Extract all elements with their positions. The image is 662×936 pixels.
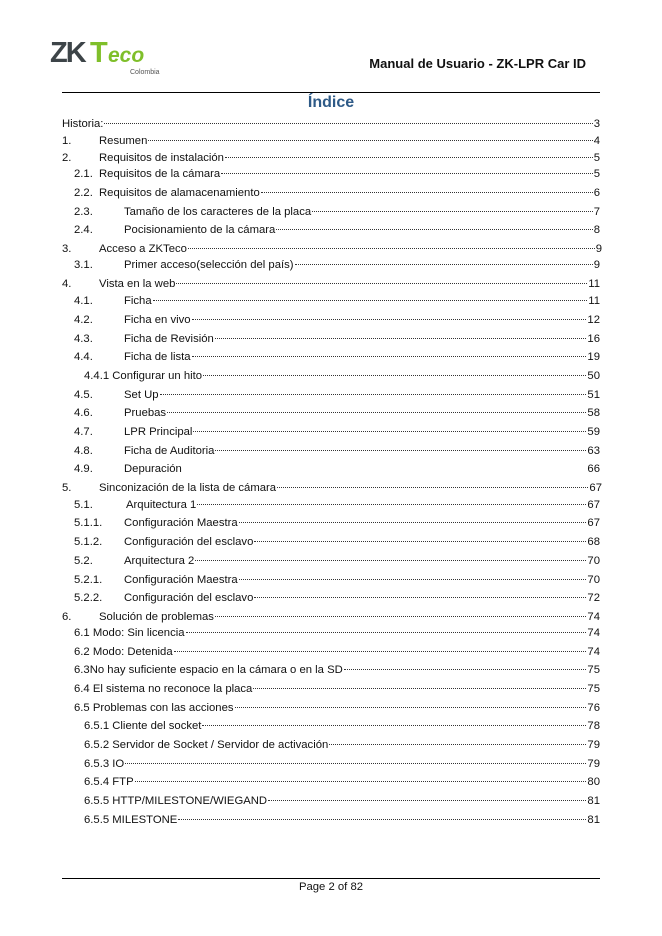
toc-entry-page: 67 bbox=[587, 499, 600, 511]
toc-leader-dots bbox=[188, 248, 595, 249]
toc-entry[interactable] bbox=[84, 739, 600, 755]
toc-leader-dots bbox=[268, 800, 586, 801]
toc-entry[interactable] bbox=[74, 517, 600, 533]
toc-leader-dots bbox=[195, 560, 586, 561]
svg-text:eco: eco bbox=[108, 44, 145, 67]
toc-entry-number: 2.1. bbox=[74, 168, 93, 180]
toc-entry-number: 6. bbox=[62, 611, 72, 623]
toc-entry-page: 66 bbox=[587, 463, 600, 475]
toc-entry-page: 12 bbox=[587, 314, 600, 326]
toc-entry-title: 6.2 Modo: Detenida bbox=[74, 646, 173, 658]
toc-leader-dots bbox=[178, 819, 586, 820]
toc-leader-dots bbox=[192, 356, 587, 357]
toc-entry-title: 6.3No hay suficiente espacio en la cámara o en la SD bbox=[74, 664, 343, 676]
toc-entry-title: 6.4 El sistema no reconoce la placa bbox=[74, 683, 253, 695]
toc-entry-title: Ficha en vivo bbox=[124, 314, 191, 326]
toc-entry-number: 5.2.2. bbox=[74, 592, 103, 604]
toc-entry[interactable] bbox=[74, 646, 600, 662]
toc-leader-dots bbox=[225, 157, 593, 158]
toc-leader-dots bbox=[186, 632, 587, 633]
toc-entry[interactable] bbox=[74, 592, 600, 608]
toc-entry-title: Acceso a ZKTeco bbox=[99, 243, 187, 255]
toc-entry-page: 9 bbox=[595, 243, 602, 255]
toc-leader-dots bbox=[239, 579, 587, 580]
toc-entry-number: 4.2. bbox=[74, 314, 93, 326]
toc-entry[interactable] bbox=[74, 702, 600, 718]
toc-leader-dots bbox=[239, 522, 587, 523]
toc-leader-dots bbox=[203, 375, 586, 376]
toc-entry[interactable] bbox=[84, 370, 600, 386]
toc-entry[interactable] bbox=[74, 445, 600, 461]
toc-entry-page: 50 bbox=[587, 370, 600, 382]
toc-entry-page: 19 bbox=[587, 351, 600, 363]
toc-entry-title: 6.5 Problemas con las acciones bbox=[74, 702, 234, 714]
toc-entry[interactable] bbox=[62, 152, 600, 168]
toc-entry-title: Pocisionamiento de la cámara bbox=[124, 224, 276, 236]
toc-entry-page: 5 bbox=[593, 168, 600, 180]
toc-entry-title: 6.5.1 Cliente del socket bbox=[84, 720, 202, 732]
toc-leader-dots bbox=[329, 744, 586, 745]
toc-leader-dots bbox=[125, 763, 586, 764]
toc-entry[interactable] bbox=[74, 499, 600, 515]
toc-entry-title: 4.4.1 Configurar un hito bbox=[84, 370, 203, 382]
toc-entry[interactable] bbox=[62, 135, 600, 151]
toc-leader-dots bbox=[148, 140, 592, 141]
toc-entry-page: 70 bbox=[587, 555, 600, 567]
toc-leader-dots bbox=[176, 283, 587, 284]
toc-entry-page: 75 bbox=[587, 683, 600, 695]
toc-entry[interactable] bbox=[62, 118, 600, 134]
toc-entry[interactable] bbox=[74, 333, 600, 349]
toc-entry-number: 2.3. bbox=[74, 206, 93, 218]
toc-entry-title: Configuración del esclavo bbox=[124, 592, 254, 604]
toc-entry-page: 11 bbox=[588, 295, 600, 307]
toc-leader-dots bbox=[215, 338, 587, 339]
toc-entry-number: 5.1. bbox=[74, 499, 93, 511]
toc-entry[interactable] bbox=[74, 574, 600, 590]
toc-entry-title: Arquitectura 2 bbox=[124, 555, 195, 567]
toc-entry[interactable] bbox=[74, 351, 600, 367]
toc-entry-title: Ficha de Revisión bbox=[124, 333, 214, 345]
svg-text:Colombia: Colombia bbox=[130, 69, 160, 76]
toc-entry[interactable] bbox=[74, 407, 600, 423]
toc-leader-dots bbox=[277, 487, 588, 488]
toc-leader-dots bbox=[344, 669, 587, 670]
toc-entry-number: 4.1. bbox=[74, 295, 93, 307]
toc-leader-dots bbox=[261, 192, 593, 193]
toc-leader-dots bbox=[174, 651, 587, 652]
toc-leader-dots bbox=[193, 431, 586, 432]
toc-entry-title: Resumen bbox=[99, 135, 148, 147]
toc-entry-page: 67 bbox=[589, 482, 602, 494]
toc-leader-dots bbox=[160, 394, 587, 395]
page-number: Page 2 of 82 bbox=[298, 881, 364, 893]
toc-entry-page: 7 bbox=[593, 206, 600, 218]
toc-entry-title: Historia: bbox=[62, 118, 104, 130]
toc-entry[interactable] bbox=[74, 426, 600, 442]
toc-leader-dots bbox=[202, 725, 586, 726]
toc-entry-page: 3 bbox=[593, 118, 600, 130]
toc-entry-page: 68 bbox=[587, 536, 600, 548]
toc-entry[interactable] bbox=[84, 720, 600, 736]
toc-leader-dots bbox=[254, 597, 586, 598]
toc-entry[interactable] bbox=[62, 278, 600, 294]
toc-entry[interactable] bbox=[84, 776, 600, 792]
toc-leader-dots bbox=[215, 616, 587, 617]
toc-entry-page: 16 bbox=[587, 333, 600, 345]
toc-entry-page: 72 bbox=[587, 592, 600, 604]
toc-heading: Índice bbox=[307, 94, 355, 111]
toc-leader-dots bbox=[221, 173, 593, 174]
toc-entry-number: 1. bbox=[62, 135, 72, 147]
toc-entry-number: 2. bbox=[62, 152, 72, 164]
toc-entry[interactable] bbox=[62, 243, 602, 259]
toc-leader-dots bbox=[276, 229, 592, 230]
toc-entry-page: 70 bbox=[587, 574, 600, 586]
toc-entry-page: 76 bbox=[587, 702, 600, 714]
toc-entry-number: 4.7. bbox=[74, 426, 93, 438]
toc-entry-number: 2.2. bbox=[74, 187, 93, 199]
toc-entry-page: 5 bbox=[593, 152, 600, 164]
toc-leader-dots bbox=[235, 707, 587, 708]
toc-entry-number: 4.8. bbox=[74, 445, 93, 457]
toc-entry-number: 5.1.1. bbox=[74, 517, 103, 529]
toc-entry[interactable] bbox=[74, 206, 600, 222]
toc-entry[interactable] bbox=[74, 224, 600, 240]
toc-entry-title: Configuración del esclavo bbox=[124, 536, 254, 548]
toc-entry[interactable] bbox=[74, 555, 600, 571]
toc-entry-number: 4. bbox=[62, 278, 72, 290]
toc-leader-dots bbox=[192, 319, 587, 320]
toc-entry-page: 51 bbox=[587, 389, 600, 401]
toc-entry-number: 4.3. bbox=[74, 333, 93, 345]
toc-entry[interactable] bbox=[84, 814, 600, 830]
toc-entry-title: Ficha de Auditoria bbox=[124, 445, 215, 457]
toc-entry[interactable] bbox=[74, 536, 600, 552]
toc-leader-dots bbox=[135, 781, 587, 782]
toc-entry-page: 79 bbox=[587, 739, 600, 751]
toc-entry-number: 4.5. bbox=[74, 389, 93, 401]
toc-entry-title: Requisitos de alamacenamiento bbox=[99, 187, 260, 199]
toc-entry-page: 58 bbox=[587, 407, 600, 419]
toc-entry-page: 67 bbox=[587, 517, 600, 529]
toc-entry[interactable] bbox=[74, 627, 600, 643]
toc-entry[interactable] bbox=[74, 389, 600, 405]
toc-entry-number: 3. bbox=[62, 243, 72, 255]
toc-entry-number: 4.9. bbox=[74, 463, 93, 475]
toc-entry-title: Ficha bbox=[124, 295, 152, 307]
footer-rule bbox=[62, 878, 600, 879]
toc-entry[interactable] bbox=[62, 611, 600, 627]
toc-entry-page: 74 bbox=[587, 627, 600, 639]
toc-entry-title: 6.5.5 MILESTONE bbox=[84, 814, 178, 826]
toc-entry[interactable] bbox=[74, 259, 600, 275]
toc-entry-page: 63 bbox=[587, 445, 600, 457]
toc-entry-title: Configuración Maestra bbox=[124, 517, 238, 529]
toc-entry[interactable] bbox=[74, 463, 600, 479]
toc-entry-number: 4.6. bbox=[74, 407, 93, 419]
toc-entry-page: 6 bbox=[593, 187, 600, 199]
zkteco-logo bbox=[50, 36, 170, 78]
toc-leader-dots bbox=[254, 541, 586, 542]
toc-leader-dots bbox=[104, 123, 592, 124]
toc-entry[interactable] bbox=[74, 683, 600, 699]
toc-entry-page: 79 bbox=[587, 758, 600, 770]
toc-entry-page: 75 bbox=[587, 664, 600, 676]
toc-leader-dots bbox=[197, 504, 586, 505]
toc-entry[interactable] bbox=[62, 482, 602, 498]
toc-entry-page: 59 bbox=[587, 426, 600, 438]
toc-entry-number: 5. bbox=[62, 482, 72, 494]
toc-entry-title: Ficha de lista bbox=[124, 351, 191, 363]
toc-entry-title: LPR Principal bbox=[124, 426, 193, 438]
toc-entry[interactable] bbox=[74, 168, 600, 184]
svg-text:T: T bbox=[90, 37, 107, 69]
toc-entry-page: 11 bbox=[588, 278, 600, 290]
toc-entry-page: 81 bbox=[587, 795, 600, 807]
toc-entry-number: 3.1. bbox=[74, 259, 93, 271]
toc-entry-title: Configuración Maestra bbox=[124, 574, 238, 586]
toc-entry-page: 81 bbox=[587, 814, 600, 826]
toc-entry[interactable] bbox=[74, 664, 600, 680]
toc-leader-dots bbox=[253, 688, 586, 689]
toc-entry[interactable] bbox=[74, 314, 600, 330]
toc-entry-title: 6.5.5 HTTP/MILESTONE/WIEGAND bbox=[84, 795, 268, 807]
toc-entry[interactable] bbox=[74, 295, 600, 311]
toc-entry-page: 4 bbox=[593, 135, 600, 147]
toc-entry-title: Pruebas bbox=[124, 407, 167, 419]
toc-entry[interactable] bbox=[84, 795, 600, 811]
toc-leader-dots bbox=[167, 412, 586, 413]
toc-entry-title: Sinconización de la lista de cámara bbox=[99, 482, 277, 494]
toc-entry-page: 74 bbox=[587, 646, 600, 658]
toc-leader-dots bbox=[295, 264, 593, 265]
toc-entry[interactable] bbox=[84, 758, 600, 774]
toc-entry-title: Tamaño de los caracteres de la placa bbox=[124, 206, 312, 218]
toc-entry-page: 9 bbox=[593, 259, 600, 271]
toc-entry-page: 78 bbox=[587, 720, 600, 732]
svg-text:ZK: ZK bbox=[50, 37, 85, 69]
toc-entry[interactable] bbox=[74, 187, 600, 203]
toc-entry-title: Vista en la web bbox=[99, 278, 176, 290]
toc-entry-title: Primer acceso(selección del país) bbox=[124, 259, 294, 271]
toc-entry-title: Requisitos de instalación bbox=[99, 152, 224, 164]
toc-leader-dots bbox=[215, 450, 586, 451]
toc-leader-dots bbox=[153, 300, 588, 301]
toc-entry-title: Arquitectura 1 bbox=[126, 499, 197, 511]
toc-entry-page: 8 bbox=[593, 224, 600, 236]
toc-entry-number: 5.1.2. bbox=[74, 536, 103, 548]
toc-entry-title: 6.5.3 IO bbox=[84, 758, 125, 770]
toc-entry-title: 6.1 Modo: Sin licencia bbox=[74, 627, 185, 639]
toc-entry-title: Depuración bbox=[124, 463, 182, 475]
toc-entry-title: Solución de problemas bbox=[99, 611, 214, 623]
toc-entry-number: 4.4. bbox=[74, 351, 93, 363]
toc-entry-title: 6.5.2 Servidor de Socket / Servidor de activación bbox=[84, 739, 329, 751]
toc-entry-page: 74 bbox=[587, 611, 600, 623]
document-title: Manual de Usuario - ZK-LPR Car ID bbox=[369, 56, 586, 71]
toc-entry-page: 80 bbox=[587, 776, 600, 788]
header-rule bbox=[62, 92, 600, 93]
toc-entry-title: 6.5.4 FTP bbox=[84, 776, 134, 788]
toc-leader-dots bbox=[312, 211, 593, 212]
toc-entry-title: Set Up bbox=[124, 389, 159, 401]
toc-entry-number: 5.2.1. bbox=[74, 574, 103, 586]
toc-entry-number: 2.4. bbox=[74, 224, 93, 236]
toc-entry-number: 5.2. bbox=[74, 555, 93, 567]
toc-entry-title: Requisitos de la cámara bbox=[99, 168, 221, 180]
